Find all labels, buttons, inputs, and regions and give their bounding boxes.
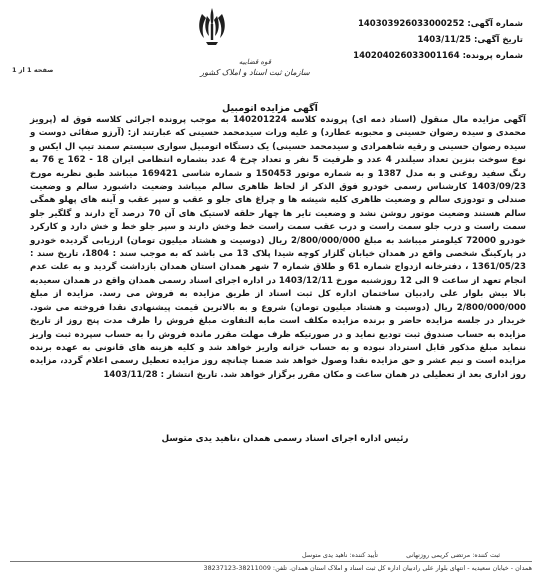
case-number-label: شماره پرونده: bbox=[462, 51, 523, 61]
ad-number-label: شماره آگهی: bbox=[467, 19, 523, 29]
ad-number-value: 140303926033000252 bbox=[357, 19, 465, 29]
page-title: آگهی مزایده اتومبیل bbox=[222, 103, 318, 114]
case-number-row bbox=[285, 48, 523, 64]
ad-date-value: 1403/11/25 bbox=[417, 35, 471, 45]
registrar-name: ثبت کننده: مرتضی کریمی روزنهانی bbox=[406, 551, 500, 559]
approver-name: تأیید کننده: ناهید یدی متوسل bbox=[302, 551, 379, 559]
footer-address: همدان - خیابان سعیدیه - انتهای بلوار علی رادبیان اداره کل ثبت اسناد و املاک استان همدان. تلفن: 38211009-38237123 bbox=[203, 564, 532, 572]
iran-emblem-icon bbox=[190, 4, 234, 58]
case-number-value: 140204026033001164 bbox=[353, 51, 460, 61]
ad-metadata bbox=[285, 16, 523, 64]
footer-divider bbox=[10, 561, 532, 562]
ad-body-text: آگهی مزایده مال منقول (اسناد ذمه ای) پرونده کلاسه 140201224 به موجب پرونده اجرائی کلاسه فوق له (پرویز محمدی و سیده رضوان حسینی و محبوبه عطارد) و علیه ورات سیدمحمد حسینی که عبارتند از: (آرزو صفائی دوست و سیده رضوان حسینی و رقیه شاهمرادی و سیدمحمد حسینی) یک دستگاه اتومبیل سواری سیستم سمند تیپ ال ایکس و نوع سوخت بنزین تعداد سیلندر 4 عدد و ظرفیت 5 نفر و تعداد چرخ 4 عدد بشماره انتظامی ایران 18 - 162 ج 76 به رنگ سفید روغنی و به مدل 1387 و به شماره موتور 150453 و شماره شاسی 169421 میباشد طبق نظریه مورخ 1403/09/23 کارشناس رسمی خودرو فوق الذکر از لحاظ ظاهری سالم میباشد وضعیت داشبورد سالم و وضعیت صندلی و تودوزی سالم و وضعیت ظاهری کلیه شیشه ها و چراغ های جلو و عقب و سپر عقب و آینه های پهلو همگی سالم هستند وضعیت موتور روشن نشد و وضعیت تایر ها چهار حلقه لاستیک های آن 70 درصد آج دارند و گلگیر جلو سمت راست و درب جلو سمت راست و درب عقب سمت راست خط وخش دارند و سپر جلو خط و خش دارد و کارکرد خودرو 72000 کیلومتر میباشد به مبلغ 2/800/000/000 ریال (دوسیت و هشتاد میلیون تومان) ارزیابی گردیده خودرو در پارکینگ شخصی واقع در همدان خیابان گلزار کوچه شیدا پلاک 13 می باشد که به موجب سند : 1804، تاریخ سند : 1361/05/23 ، دفترخانه ازدواج شماره 61 و طلاق شماره 7 شهر همدان استان همدان بازداشت گردید و به علت عدم انجام تعهد از ساعت 9 الی 12 روزشنبه مورخ 1403/12/11 در اداره اجرای اسناد رسمی همدان واقع در همدان سعیدیه بالا بیش بلوار علی رادبیان ساختمان اداره کل ثبت اسناد از طریق مزایده به فروش می رسد. مزایده از مبلغ 2/800/000/000 ریال (دوسیت و هشتاد میلیون تومان) شروع و به بالاترین قیمت پیشنهادی نقدا فروخته می شود. خریدار در جلسه مزایده حاضر و برنده مزایده مکلف است مابه التفاوت مبلغ فروش را ظرف مدت پنج روز از تاریخ مزایده به حساب صندوق ثبت تودیع نماید و در صورتیکه ظرف مهلت مقرر مانده فروش را به حساب سپرده ثبت واریز ننماید مبلغ مذکور قابل استرداد نبوده و به حساب خزانه واریز خواهد شد و کلیه هزینه های قانونی به عهده برنده مزایده است و نیم عشر و حق مزایده نقدا وصول خواهد شد ضمنا چنانچه روز مزایده تعطیل رسمی اعلام گردد، مزایده روز اداری بعد از تعطیلی در همان ساعت و مکان مقرر برگزار خواهد شد. تاریخ انتشار : 1403/11/28 bbox=[30, 115, 527, 380]
ad-date-label: تاریخ آگهی: bbox=[473, 35, 523, 45]
signature-line: رئیس اداره اجرای اسناد رسمی همدان ،ناهید یدی متوسل bbox=[161, 434, 409, 444]
registry-organization-label: سازمان ثبت اسناد و املاک کشور bbox=[200, 68, 310, 77]
ad-date-row bbox=[285, 32, 523, 48]
ad-number-row bbox=[285, 16, 523, 32]
page-number: صفحه 1 از 1 bbox=[12, 66, 54, 74]
judiciary-label: قوه قضاییه bbox=[238, 58, 272, 66]
footer-signers bbox=[200, 551, 500, 559]
